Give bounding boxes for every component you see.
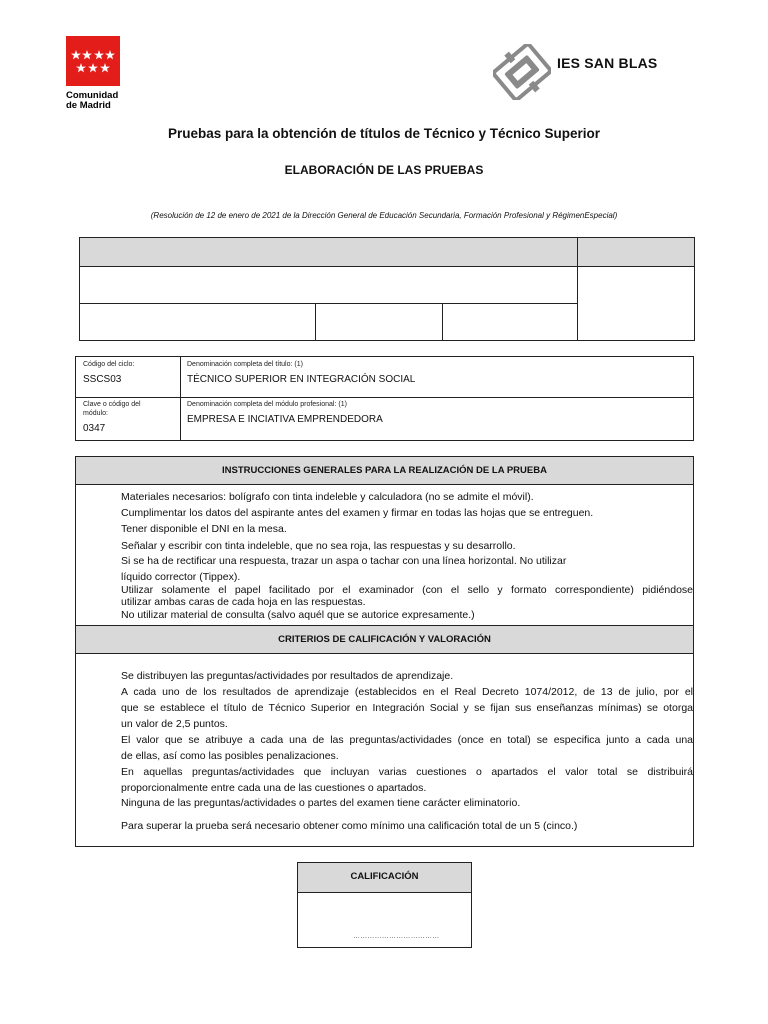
grade-box [297, 862, 472, 948]
title-name-label: Denominación completa del título: (1) [187, 361, 303, 368]
school-name: IES SAN BLAS [557, 55, 658, 71]
cycle-code-label: Código del ciclo: [83, 361, 135, 368]
grade-heading: CALIFICACIÓN [298, 863, 471, 893]
title-name-cell [181, 357, 693, 398]
candidate-header-cell [80, 238, 578, 267]
document-subtitle: ELABORACIÓN DE LAS PRUEBAS [284, 163, 484, 177]
grade-field[interactable]: ……………………………… [353, 933, 440, 940]
criteria-line: A cada uno de los resultados de aprendizaje (establecidos en el Real Decreto 1074/2012, de 13 de julio, por el [121, 686, 693, 698]
title-name-value: TÉCNICO SUPERIOR EN INTEGRACIÓN SOCIAL [187, 374, 416, 385]
madrid-flag-icon [66, 36, 120, 86]
candidate-name-field[interactable] [80, 267, 578, 304]
instruction-line: Cumplimentar los datos del aspirante antes del examen y firmar en todas las hojas que se entreguen. [121, 507, 594, 519]
ies-san-blas-logo [493, 44, 551, 100]
instruction-line: utilizar ambas caras de cada hoja en las respuestas. [121, 596, 366, 608]
module-code-value: 0347 [83, 423, 106, 434]
module-name-cell [181, 398, 693, 440]
criteria-heading: CRITERIOS DE CALIFICACIÓN Y VALORACIÓN [76, 625, 693, 654]
org-name-line2: de Madrid [66, 100, 111, 111]
candidate-field-2[interactable] [316, 304, 443, 340]
criteria-line: Se distribuyen las preguntas/actividades por resultados de aprendizaje. [121, 670, 454, 682]
criteria-line: Ninguna de las preguntas/actividades o partes del examen tiene carácter eliminatorio. [121, 797, 521, 809]
instruction-line: Utilizar solamente el papel facilitado por el examinador (con el sello y formato correspondiente) pidiéndose [121, 584, 693, 596]
instructions-heading: INSTRUCCIONES GENERALES PARA LA REALIZACIÓN DE LA PRUEBA [76, 457, 693, 485]
instruction-line: No utilizar material de consulta (salvo aquél que se autorice expresamente.) [121, 609, 475, 621]
criteria-line: un valor de 2,5 puntos. [121, 718, 228, 730]
module-name-value: EMPRESA E INCIATIVA EMPRENDEDORA [187, 414, 383, 425]
criteria-line: proporcionalmente entre cada una de las cuestiones o apartados. [121, 782, 427, 794]
criteria-line: que se establece el título de Técnico Superior en Integración Social y se fijan sus enseñanzas mínimas) se otorga [121, 702, 693, 714]
candidate-data-table [79, 237, 695, 341]
module-info-table [75, 356, 694, 441]
instruction-line: Señalar y escribir con tinta indeleble, que no sea roja, las respuestas y su desarrollo. [121, 540, 516, 552]
candidate-field-3[interactable] [443, 304, 578, 340]
resolution-note: (Resolución de 12 de enero de 2021 de la Dirección General de Educación Secundaria, Formación Profesional y RégimenEspecial) [150, 211, 618, 220]
org-name-line1: Comunidad [66, 90, 119, 101]
instruction-line: Si se ha de rectificar una respuesta, trazar un aspa o tachar con una línea horizontal. No utilizar [121, 555, 567, 567]
module-name-label: Denominación completa del módulo profesional: (1) [187, 401, 347, 408]
module-code-label-2: módulo: [83, 410, 108, 417]
candidate-header-side-cell [578, 238, 694, 267]
criteria-line: El valor que se atribuye a cada una de las preguntas/actividades (once en total) se especifica junto a cada una [121, 734, 693, 746]
cycle-code-cell [76, 357, 181, 398]
candidate-field-1[interactable] [80, 304, 316, 340]
criteria-line: En aquellas preguntas/actividades que incluyan varias cuestiones o apartados el valor total se distribuirá [121, 766, 693, 778]
criteria-line: de ellas, así como las posibles penalizaciones. [121, 750, 339, 762]
module-code-cell [76, 398, 181, 440]
instructions-box [75, 456, 694, 847]
instruction-line: Tener disponible el DNI en la mesa. [121, 523, 287, 535]
cycle-code-value: SSCS03 [83, 374, 122, 385]
instruction-line: líquido corrector (Tippex). [121, 571, 241, 583]
comunidad-de-madrid-logo [66, 36, 122, 111]
module-code-label-1: Clave o código del [83, 401, 141, 408]
criteria-line: Para superar la prueba será necesario obtener como mínimo una calificación total de un 5 (cinco.) [121, 820, 578, 832]
instruction-line: Materiales necesarios: bolígrafo con tinta indeleble y calculadora (no se admite el móvil). [121, 491, 534, 503]
document-title: Pruebas para la obtención de títulos de Técnico y Técnico Superior [167, 126, 601, 141]
